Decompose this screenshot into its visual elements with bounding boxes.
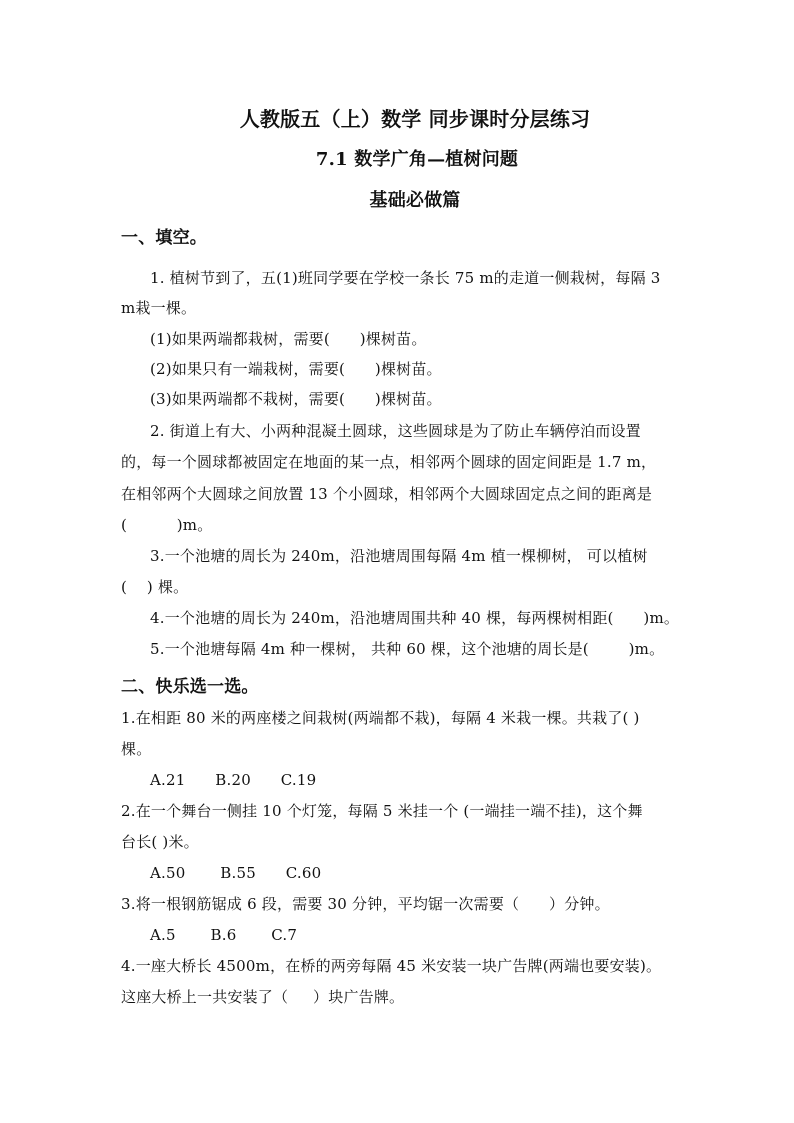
fill-q1-part1: (1)如果两端都栽树，需要( )棵树苗。 (150, 330, 427, 348)
fill-q3-line2: ( ) 棵。 (121, 578, 189, 596)
fill-q1-part3: (3)如果两端都不栽树，需要( )棵树苗。 (150, 390, 442, 408)
choice-q2-options: A.50 B.55 C.60 (150, 864, 322, 882)
choice-q3-options: A.5 B.6 C.7 (150, 926, 298, 944)
choice-q3-line1: 3.将一根钢筋锯成 6 段，需要 30 分钟，平均锯一次需要（ ）分钟。 (121, 895, 610, 913)
choice-q2-line2: 台长( )米。 (121, 833, 199, 851)
fill-q1-line2: m栽一棵。 (121, 299, 197, 317)
document-title: 人教版五（上）数学 同步课时分层练习 (239, 107, 591, 131)
fill-q2-line1: 2. 街道上有大、小两种混凝土圆球，这些圆球是为了防止车辆停泊而设置 (150, 422, 641, 440)
fill-q2-line4: ( )m。 (121, 516, 213, 534)
fill-q3-line1: 3.一个池塘的周长为 240m，沿池塘周围每隔 4m 植一棵柳树， 可以植树 (150, 547, 648, 565)
lesson-title: 7.1 数学广角—植树问题 (315, 149, 519, 170)
section-heading-fill-blank: 一、填空。 (121, 228, 207, 248)
level-title: 基础必做篇 (369, 190, 461, 211)
choice-q2-line1: 2.在一个舞台一侧挂 10 个灯笼，每隔 5 米挂一个 (一端挂一端不挂)，这个舞 (121, 802, 643, 820)
choice-q4-line2: 这座大桥上一共安装了（ ）块广告牌。 (121, 988, 405, 1006)
choice-q1-line1: 1.在相距 80 米的两座楼之间栽树(两端都不栽)，每隔 4 米栽一棵。共栽了( ) (121, 709, 640, 727)
choice-q4-line1: 4.一座大桥长 4500m，在桥的两旁每隔 45 米安装一块广告牌(两端也要安装)。 (121, 957, 662, 975)
fill-q1-line1: 1. 植树节到了，五(1)班同学要在学校一条长 75 m的走道一侧栽树，每隔 3 (150, 269, 661, 287)
fill-q2-line3: 在相邻两个大圆球之间放置 13 个小圆球，相邻两个大圆球固定点之间的距离是 (121, 485, 653, 503)
choice-q1-line2: 棵。 (121, 740, 152, 758)
section-heading-choice: 二、快乐选一选。 (121, 677, 259, 697)
fill-q1-part2: (2)如果只有一端栽树，需要( )棵树苗。 (150, 360, 442, 378)
fill-q4: 4.一个池塘的周长为 240m，沿池塘周围共种 40 棵，每两棵树相距( )m。 (150, 609, 680, 627)
choice-q1-options: A.21 B.20 C.19 (150, 771, 317, 789)
fill-q5: 5.一个池塘每隔 4m 种一棵树， 共种 60 棵，这个池塘的周长是( )m。 (150, 640, 665, 658)
fill-q2-line2: 的，每一个圆球都被固定在地面的某一点，相邻两个圆球的固定间距是 1.7 m， (121, 453, 657, 471)
